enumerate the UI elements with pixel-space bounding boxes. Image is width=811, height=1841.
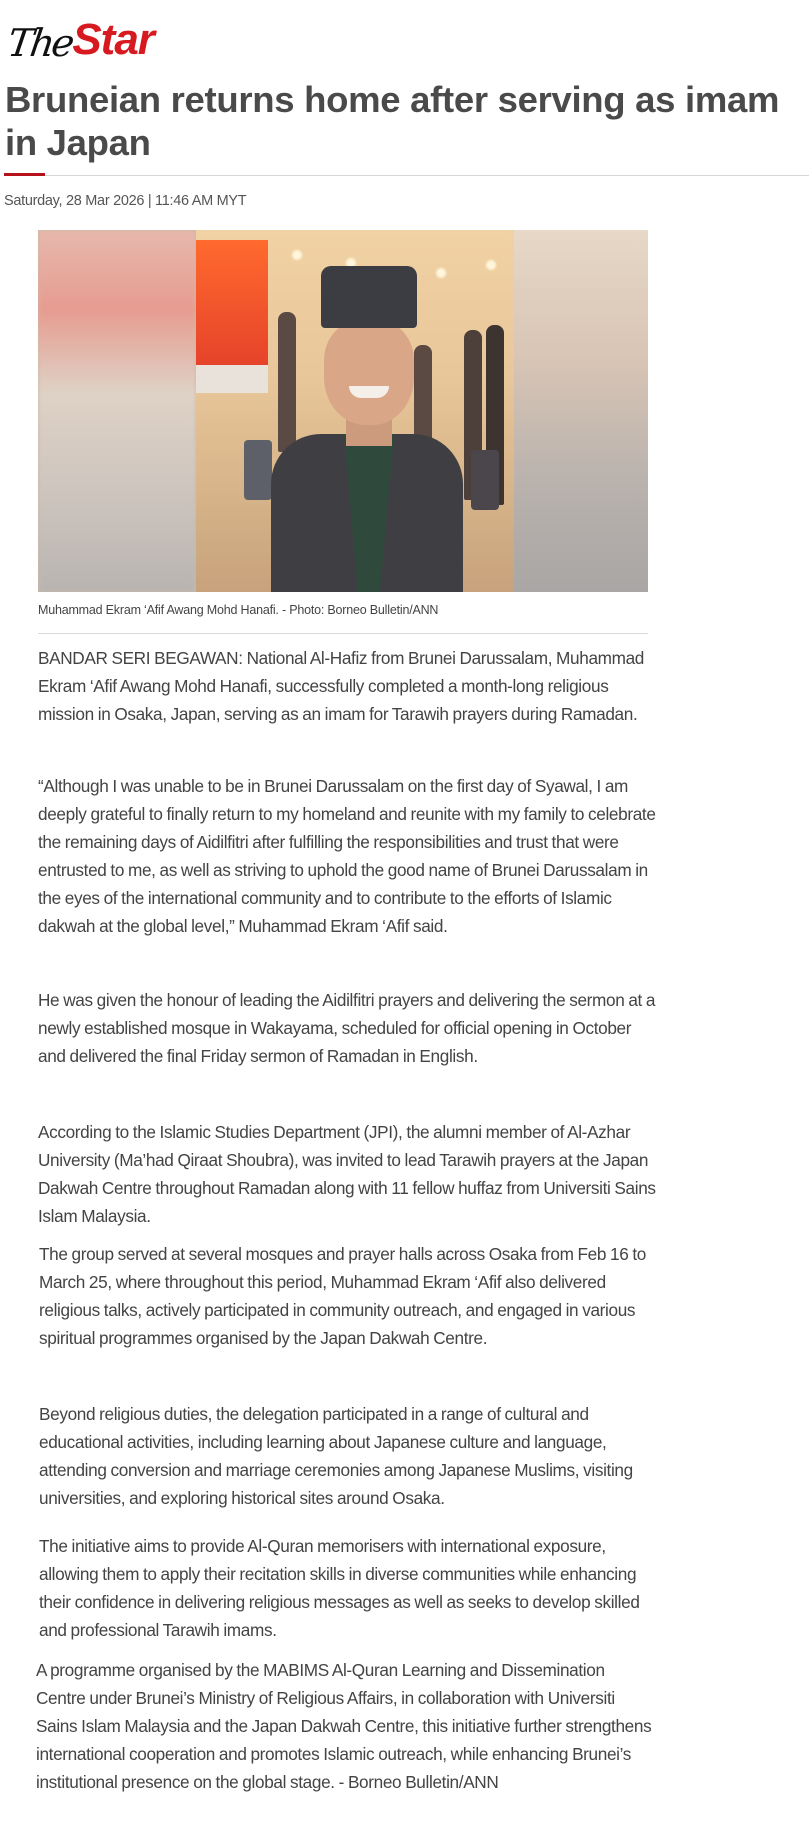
article-paragraph: “Although I was unable to be in Brunei Darussalam on the first day of Syawal, I am deeply grateful to finally return to my homeland and reunite with my family to celebrate the remaining days of Aidilfitri after fulfilling the responsibilities and trust that were entrusted to me, as well as striving to uphold the good name of Brunei Darussalam in the eyes of the international community and to contribute to the efforts of Islamic dakwah at the global level,” Muhammad Ekram ‘Afif said. <box>38 776 656 936</box>
article-paragraph: BANDAR SERI BEGAWAN: National Al-Hafiz from Brunei Darussalam, Muhammad Ekram ‘Afif Awang Mohd Hanafi, successfully completed a month-long religious mission in Osaka, Japan, serving as an imam for Tarawih prayers during Ramadan. <box>38 648 645 724</box>
caption-divider <box>38 633 648 634</box>
article-paragraph: He was given the honour of leading the Aidilfitri prayers and delivering the sermon at a newly established mosque in Wakayama, scheduled for official opening in October and delivered the final Friday sermon of Ramadan in English. <box>38 990 656 1066</box>
article-photo[interactable] <box>38 230 648 592</box>
photo-subject-smile <box>349 386 389 398</box>
photo-ceiling-light <box>486 260 496 270</box>
article-paragraph: The group served at several mosques and prayer halls across Osaka from Feb 16 to March 25, where throughout this period, Muhammad Ekram ‘Afif also delivered religious talks, actively participated in community outreach, and engaged in various spiritual programmes organised by the Japan Dakwah Centre. <box>39 1244 646 1348</box>
photo-blur-right <box>514 230 648 592</box>
photo-background-banner <box>196 240 268 365</box>
article-paragraph: According to the Islamic Studies Department (JPI), the alumni member of Al-Azhar University (Ma’had Qiraat Shoubra), was invited to lead Tarawih prayers at the Japan Dakwah Centre throughout Ramadan along with 11 fellow huffaz from Universiti Sains Islam Malaysia. <box>38 1122 656 1226</box>
photo-scene <box>196 230 514 592</box>
photo-subject-songkok <box>321 266 417 328</box>
photo-luggage <box>471 450 499 510</box>
photo-blur-left <box>38 230 196 592</box>
article-paragraph: A programme organised by the MABIMS Al-Quran Learning and Dissemination Centre under Brunei’s Ministry of Religious Affairs, in collaboration with Universiti Sains Islam Malaysia and the Japan Dakwah Centre, this initiative further strengthens international cooperation and promotes Islamic outreach, while enhancing Brunei’s institutional presence on the global stage. - Borneo Bulletin/ANN <box>36 1660 652 1792</box>
the-star-logo[interactable] <box>4 8 154 65</box>
article-paragraph: Beyond religious duties, the delegation participated in a range of cultural and educational activities, including learning about Japanese culture and language, attending conversion and marriage ceremonies among Japanese Muslims, visiting universities, and exploring historical sites around Osaka. <box>39 1404 633 1508</box>
article-paragraph: The initiative aims to provide Al-Quran memorisers with international exposure, allowing them to apply their recitation skills in diverse communities while enhancing their confidence in delivering religious messages as well as seeks to develop skilled and professional Tarawih imams. <box>39 1536 640 1640</box>
title-divider <box>4 175 809 176</box>
photo-subject <box>266 266 466 592</box>
photo-subject-face <box>324 321 414 425</box>
article-title: Bruneian returns home after serving as imam in Japan <box>5 79 780 163</box>
photo-ceiling-light <box>292 250 302 260</box>
logo-name: Star <box>72 15 154 64</box>
photo-caption: Muhammad Ekram ‘Afif Awang Mohd Hanafi. - Photo: Borneo Bulletin/ANN <box>38 603 439 617</box>
title-accent-bar <box>4 173 45 176</box>
article-dateline: Saturday, 28 Mar 2026 | 11:46 AM MYT <box>4 193 247 209</box>
logo-prefix: The <box>4 21 75 65</box>
